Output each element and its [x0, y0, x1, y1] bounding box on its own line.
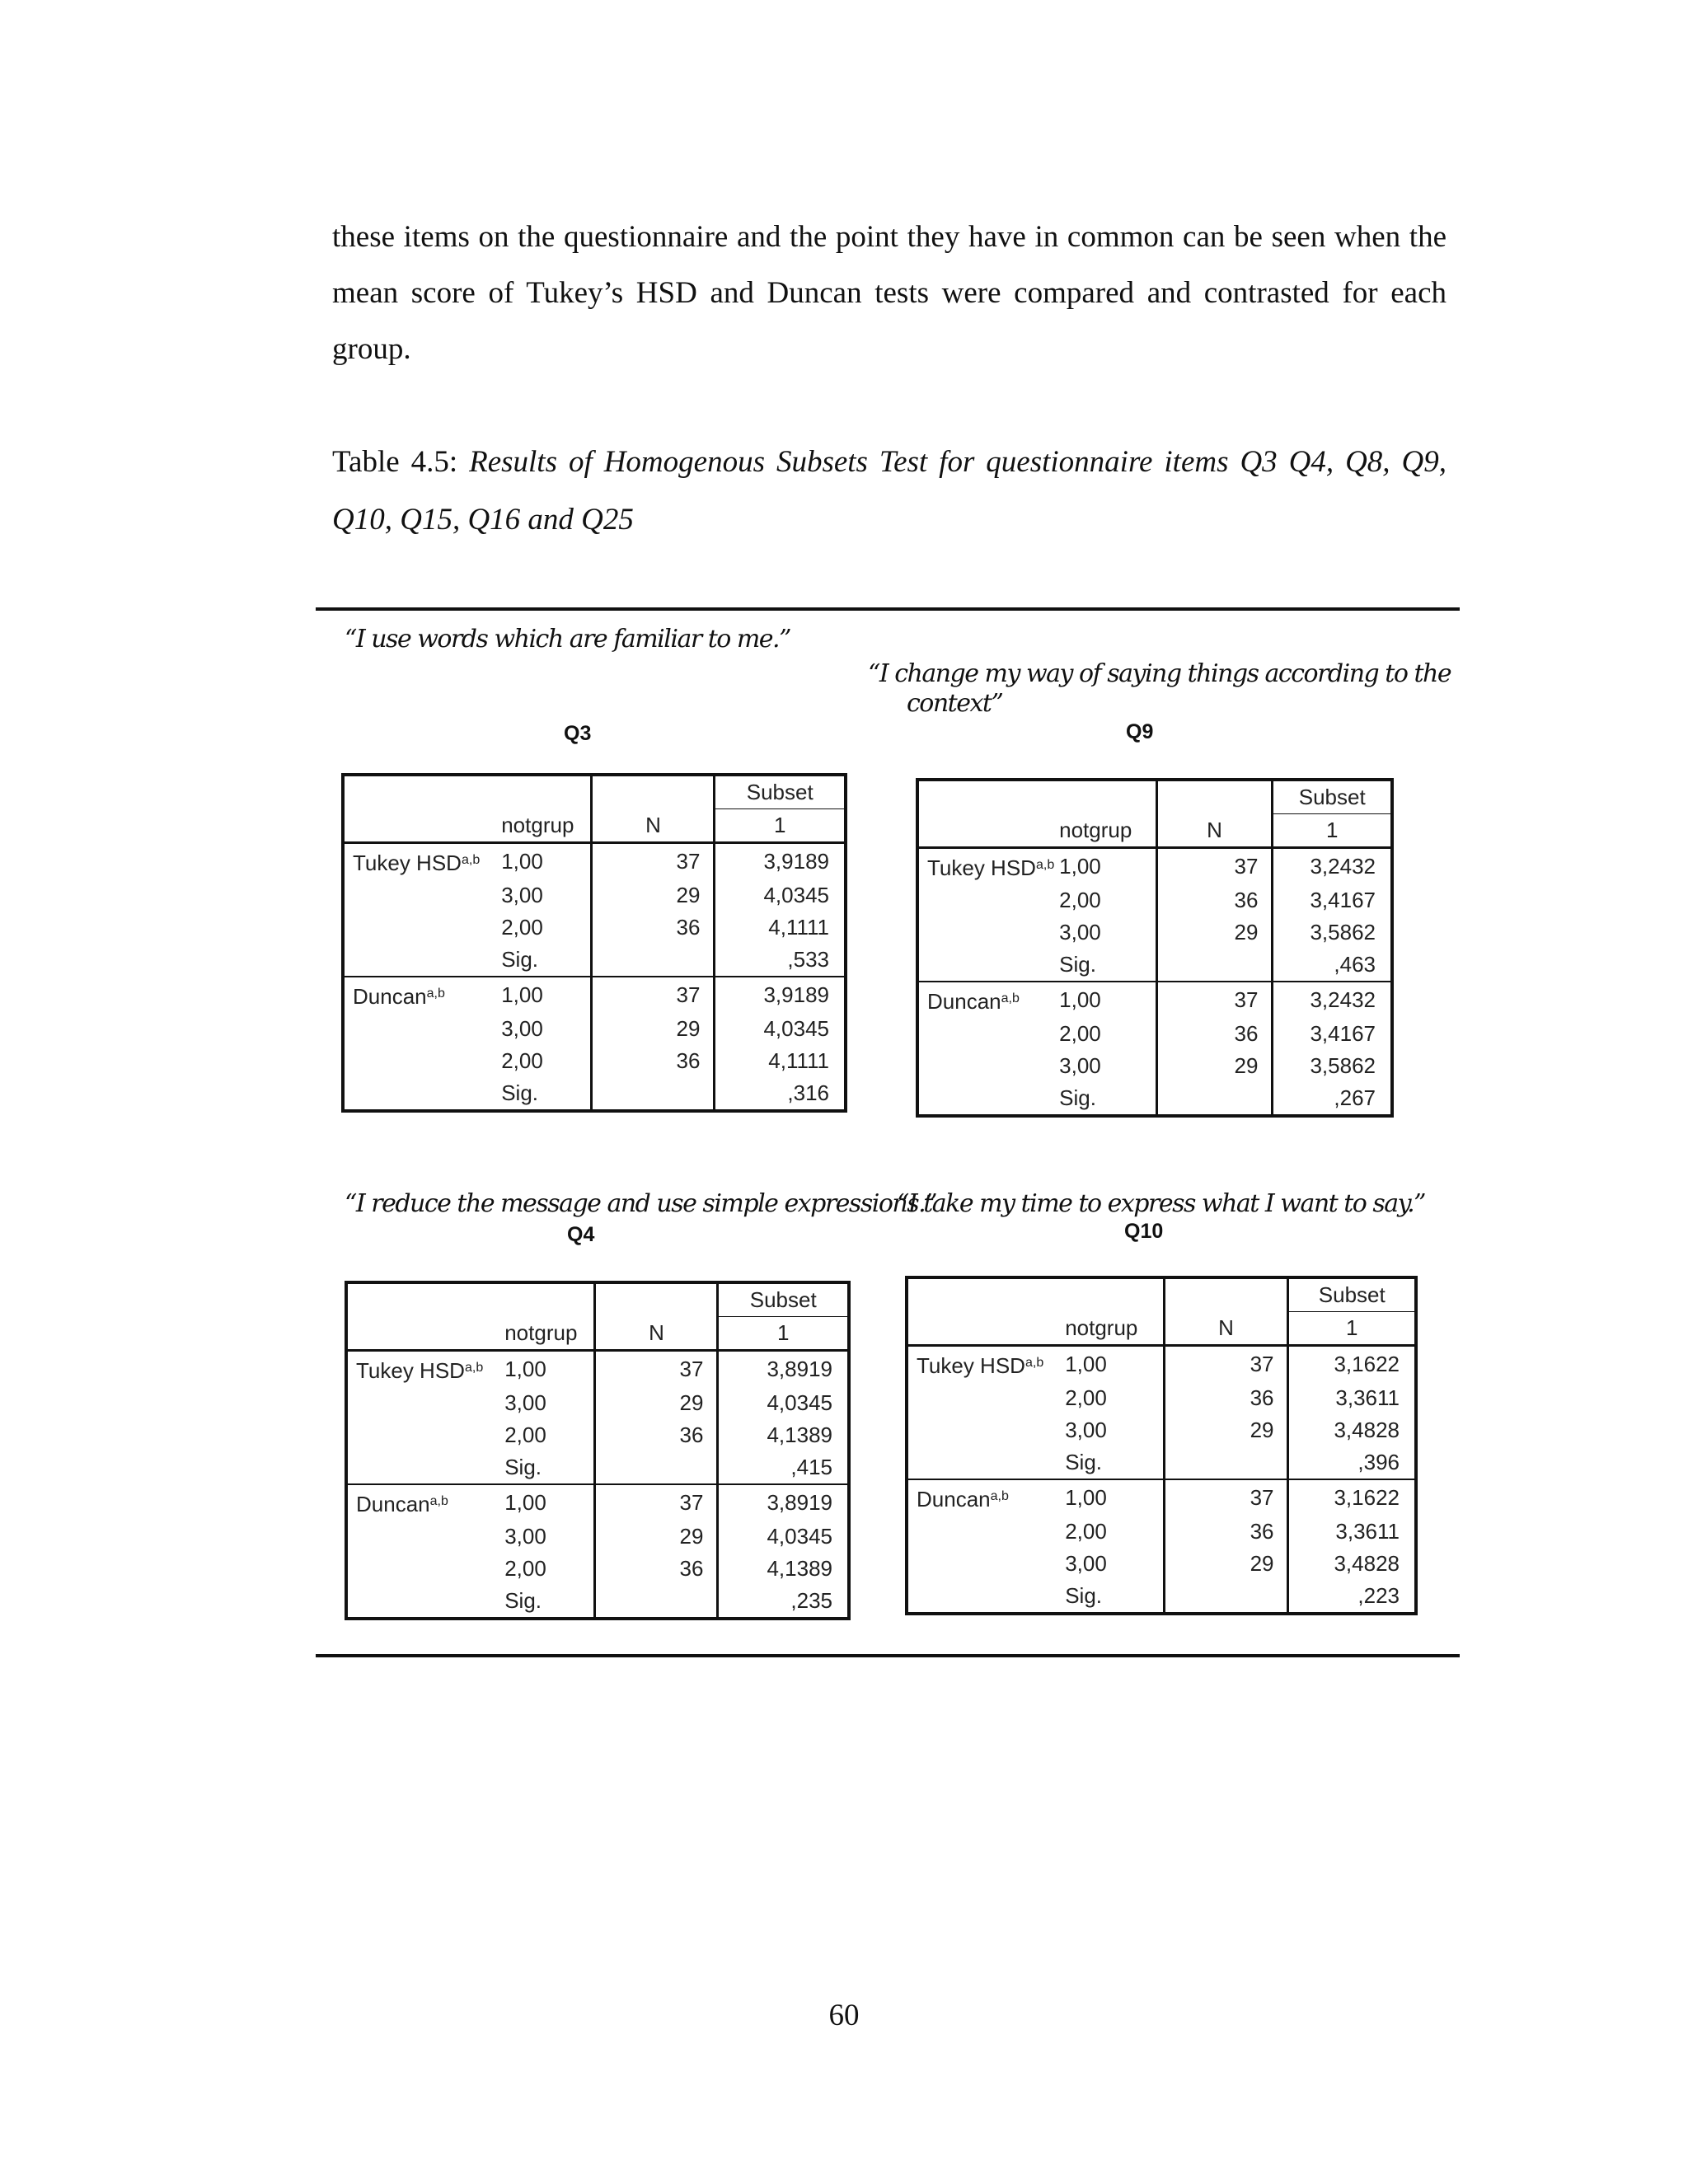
n-cell — [1156, 1082, 1273, 1116]
method-name: Duncan — [356, 1492, 430, 1516]
n-cell: 36 — [1156, 1018, 1273, 1050]
duncan-method-label — [346, 1484, 499, 1521]
n-cell: 29 — [1156, 1050, 1273, 1082]
table-row — [343, 1045, 846, 1077]
method-name: Duncan — [353, 984, 427, 1009]
group-cell: Sig. — [1065, 1450, 1103, 1474]
header-blank — [595, 1282, 718, 1317]
table-row — [346, 1451, 849, 1484]
subset-number-header: 1 — [715, 809, 846, 843]
table-row — [917, 916, 1392, 949]
subset-value-cell: 4,1389 — [718, 1419, 849, 1451]
subset-value-cell: 3,2432 — [1273, 982, 1392, 1018]
n-cell: 29 — [1164, 1548, 1288, 1580]
header-blank — [592, 775, 715, 809]
group-cell: Sig. — [501, 1080, 539, 1105]
subset-value-cell: 4,1111 — [715, 1045, 846, 1077]
method-cell — [343, 912, 496, 944]
subset-value-cell: 3,1622 — [1288, 1346, 1416, 1383]
method-superscript: a,b — [464, 1361, 484, 1375]
table-top-rule — [316, 607, 1460, 611]
duncan-method-label — [343, 977, 496, 1013]
method-cell — [907, 1580, 1060, 1614]
method-cell — [917, 949, 1054, 982]
subset-value-cell: 3,1622 — [1288, 1479, 1416, 1516]
method-cell — [346, 1387, 499, 1419]
table-row — [907, 1580, 1416, 1614]
n-cell: 37 — [595, 1484, 718, 1521]
subset-value-cell: 4,1389 — [718, 1553, 849, 1585]
table-row — [907, 1516, 1416, 1548]
subset-value-cell: 4,0345 — [715, 879, 846, 912]
n-cell: 37 — [1156, 982, 1273, 1018]
n-cell: 29 — [595, 1387, 718, 1419]
duncan-method-label — [917, 982, 1054, 1018]
body-paragraph: these items on the questionnaire and the point they have in common can be seen when the mean score of Tukey’s HSD and Duncan tests were compared and contrasted for each group. — [332, 220, 1447, 366]
n-header: N — [595, 1317, 718, 1351]
method-superscript: a,b — [426, 987, 445, 1001]
subset-value-cell: 3,4828 — [1288, 1414, 1416, 1446]
subset-value-cell: ,415 — [718, 1451, 849, 1484]
group-cell: 3,00 — [1065, 1418, 1107, 1442]
group-cell: 3,00 — [504, 1390, 546, 1415]
method-cell — [907, 1516, 1060, 1548]
n-cell: 36 — [1156, 884, 1273, 916]
header-blank — [346, 1317, 499, 1351]
subset-header: Subset — [715, 775, 846, 809]
table-row — [917, 1018, 1392, 1050]
group-header: notgrup — [1054, 814, 1156, 848]
method-name: Tukey HSD — [927, 855, 1036, 880]
table-row — [917, 848, 1392, 885]
group-cell: Sig. — [504, 1588, 542, 1613]
subset-value-cell: 3,3611 — [1288, 1516, 1416, 1548]
subset-value-cell: ,533 — [715, 944, 846, 977]
method-cell — [343, 879, 496, 912]
table-row — [343, 977, 846, 1013]
header-blank — [907, 1277, 1060, 1312]
group-cell: 2,00 — [504, 1422, 546, 1447]
n-cell: 36 — [592, 912, 715, 944]
n-cell: 29 — [592, 879, 715, 912]
n-cell: 37 — [592, 977, 715, 1013]
method-cell — [343, 1013, 496, 1045]
tukey-method-label — [917, 848, 1054, 885]
method-name: Tukey HSD — [353, 851, 462, 875]
group-cell: 3,00 — [1059, 1053, 1101, 1078]
subset-value-cell: 3,2432 — [1273, 848, 1392, 885]
table-row — [343, 1077, 846, 1111]
table-row — [346, 1553, 849, 1585]
table-row — [917, 982, 1392, 1018]
method-cell — [346, 1419, 499, 1451]
header-blank — [499, 1282, 595, 1317]
n-cell: 29 — [592, 1013, 715, 1045]
group-cell: 1,00 — [1060, 1479, 1164, 1516]
page-number: 60 — [828, 1999, 860, 2032]
group-cell: 1,00 — [499, 1484, 595, 1521]
q9-quote-line1: “I change my way of saying things according to the — [868, 659, 1451, 688]
q3-label: Q3 — [564, 722, 592, 745]
subset-value-cell: 3,5862 — [1273, 1050, 1392, 1082]
subset-number-header: 1 — [1273, 814, 1392, 848]
table-row — [907, 1414, 1416, 1446]
method-name: Duncan — [917, 1487, 991, 1511]
n-cell: 36 — [592, 1045, 715, 1077]
header-blank — [1164, 1277, 1288, 1312]
q9-quote-line2: context” — [907, 689, 1003, 718]
table-row — [346, 1351, 849, 1388]
subset-number-header: 1 — [1288, 1312, 1416, 1346]
header-blank — [1054, 780, 1156, 814]
subset-value-cell: 4,0345 — [718, 1387, 849, 1419]
n-cell — [592, 944, 715, 977]
n-header: N — [1156, 814, 1273, 848]
method-cell — [346, 1521, 499, 1553]
method-cell — [917, 884, 1054, 916]
n-cell: 37 — [592, 843, 715, 880]
n-cell — [595, 1585, 718, 1619]
group-cell: Sig. — [504, 1455, 542, 1479]
n-header: N — [1164, 1312, 1288, 1346]
tukey-method-label — [346, 1351, 499, 1388]
table-row — [907, 1479, 1416, 1516]
method-cell — [343, 1077, 496, 1111]
header-blank — [343, 809, 496, 843]
subset-value-cell: 4,1111 — [715, 912, 846, 944]
table-row — [346, 1387, 849, 1419]
caption-label: Table 4.5: — [332, 445, 470, 479]
header-blank — [346, 1282, 499, 1317]
method-cell — [343, 944, 496, 977]
group-cell: 3,00 — [1065, 1551, 1107, 1576]
q3-quote: “I use words which are familiar to me.” — [345, 625, 790, 654]
header-blank — [907, 1312, 1060, 1346]
method-name: Tukey HSD — [356, 1358, 465, 1383]
group-cell: 1,00 — [496, 977, 592, 1013]
subset-value-cell: 4,0345 — [718, 1521, 849, 1553]
method-superscript: a,b — [429, 1494, 448, 1508]
n-cell: 36 — [595, 1553, 718, 1585]
group-cell: 2,00 — [501, 1048, 543, 1073]
subset-value-cell: 3,4828 — [1288, 1548, 1416, 1580]
header-blank — [343, 775, 496, 809]
q4-label: Q4 — [567, 1223, 595, 1246]
n-cell — [592, 1077, 715, 1111]
q10-table — [905, 1276, 1418, 1615]
method-cell — [907, 1382, 1060, 1414]
method-name: Duncan — [927, 989, 1001, 1014]
method-superscript: a,b — [1025, 1356, 1044, 1370]
subset-number-header: 1 — [718, 1317, 849, 1351]
table-row — [346, 1484, 849, 1521]
subset-header: Subset — [1288, 1277, 1416, 1312]
table-row — [917, 1050, 1392, 1082]
table-bottom-rule — [316, 1654, 1460, 1657]
group-cell: 2,00 — [501, 915, 543, 940]
table-row — [346, 1419, 849, 1451]
q3-table — [341, 773, 847, 1113]
method-cell — [907, 1548, 1060, 1580]
table-row — [346, 1521, 849, 1553]
group-cell: 3,00 — [504, 1524, 546, 1549]
method-cell — [346, 1553, 499, 1585]
group-cell: 3,00 — [501, 1016, 543, 1041]
group-cell: 2,00 — [1059, 888, 1101, 912]
group-header: notgrup — [499, 1317, 595, 1351]
subset-value-cell: 3,9189 — [715, 843, 846, 880]
table-row — [917, 884, 1392, 916]
n-cell: 37 — [595, 1351, 718, 1388]
tukey-method-label — [343, 843, 496, 880]
group-header: notgrup — [1060, 1312, 1164, 1346]
subset-value-cell: ,267 — [1273, 1082, 1392, 1116]
method-superscript: a,b — [461, 853, 481, 867]
table-row — [907, 1446, 1416, 1479]
subset-value-cell: ,235 — [718, 1585, 849, 1619]
subset-value-cell: 3,5862 — [1273, 916, 1392, 949]
group-cell: 3,00 — [501, 883, 543, 907]
n-cell — [595, 1451, 718, 1484]
q4-table — [345, 1281, 851, 1620]
group-cell: 2,00 — [1065, 1519, 1107, 1544]
method-cell — [917, 916, 1054, 949]
header-blank — [1156, 780, 1273, 814]
table-row — [343, 879, 846, 912]
group-cell: Sig. — [1059, 1085, 1096, 1110]
header-blank — [917, 780, 1054, 814]
group-cell: 2,00 — [1065, 1385, 1107, 1410]
q9-label: Q9 — [1126, 720, 1154, 743]
n-cell: 36 — [595, 1419, 718, 1451]
method-superscript: a,b — [990, 1489, 1009, 1503]
group-cell: 1,00 — [1054, 982, 1156, 1018]
n-header: N — [592, 809, 715, 843]
n-cell: 36 — [1164, 1382, 1288, 1414]
n-cell: 37 — [1156, 848, 1273, 885]
subset-value-cell: 3,4167 — [1273, 884, 1392, 916]
method-cell — [917, 1050, 1054, 1082]
method-cell — [346, 1585, 499, 1619]
table-row — [346, 1585, 849, 1619]
table-caption — [332, 434, 1447, 549]
q10-label: Q10 — [1124, 1220, 1164, 1243]
n-cell — [1164, 1446, 1288, 1479]
method-superscript: a,b — [1001, 991, 1020, 1005]
group-cell: 1,00 — [1059, 854, 1101, 879]
q9-table — [916, 778, 1394, 1118]
n-cell: 29 — [1164, 1414, 1288, 1446]
subset-value-cell: ,396 — [1288, 1446, 1416, 1479]
subset-value-cell: 3,8919 — [718, 1351, 849, 1388]
subset-value-cell: 3,3611 — [1288, 1382, 1416, 1414]
method-cell — [346, 1451, 499, 1484]
subset-value-cell: ,223 — [1288, 1580, 1416, 1614]
n-cell: 37 — [1164, 1346, 1288, 1383]
method-cell — [907, 1414, 1060, 1446]
subset-value-cell: ,463 — [1273, 949, 1392, 982]
table-row — [343, 1013, 846, 1045]
group-cell: Sig. — [1065, 1583, 1103, 1608]
subset-value-cell: ,316 — [715, 1077, 846, 1111]
group-cell: 1,00 — [501, 849, 543, 874]
subset-value-cell: 3,8919 — [718, 1484, 849, 1521]
method-cell — [907, 1446, 1060, 1479]
n-cell: 29 — [1156, 916, 1273, 949]
group-cell: 2,00 — [1059, 1021, 1101, 1046]
group-cell: Sig. — [501, 947, 539, 972]
subset-value-cell: 3,4167 — [1273, 1018, 1392, 1050]
caption-title: Results of Homogenous Subsets Test for questionnaire items Q3 Q4, Q8, Q9, Q10, Q15, Q16 and Q25 — [332, 445, 1447, 537]
subset-value-cell: 3,9189 — [715, 977, 846, 1013]
header-blank — [917, 814, 1054, 848]
group-cell: 1,00 — [1065, 1352, 1107, 1376]
method-cell — [917, 1018, 1054, 1050]
header-blank — [496, 775, 592, 809]
table-row — [907, 1346, 1416, 1383]
table-row — [907, 1382, 1416, 1414]
header-blank — [1060, 1277, 1164, 1312]
group-cell: 1,00 — [504, 1357, 546, 1381]
duncan-method-label — [907, 1479, 1060, 1516]
method-cell — [343, 1045, 496, 1077]
n-cell: 36 — [1164, 1516, 1288, 1548]
q10-quote: “I take my time to express what I want to say.” — [897, 1189, 1426, 1218]
table-row — [917, 949, 1392, 982]
subset-header: Subset — [1273, 780, 1392, 814]
method-superscript: a,b — [1035, 858, 1055, 872]
table-row — [343, 912, 846, 944]
group-cell: 3,00 — [1059, 920, 1101, 944]
q4-quote: “I reduce the message and use simple expressions.” — [345, 1189, 936, 1218]
subset-header: Subset — [718, 1282, 849, 1317]
n-cell: 29 — [595, 1521, 718, 1553]
group-header: notgrup — [496, 809, 592, 843]
n-cell — [1164, 1580, 1288, 1614]
table-row — [343, 843, 846, 880]
n-cell — [1156, 949, 1273, 982]
table-row — [917, 1082, 1392, 1116]
table-row — [907, 1548, 1416, 1580]
group-cell: 2,00 — [504, 1556, 546, 1581]
method-cell — [917, 1082, 1054, 1116]
group-cell: Sig. — [1059, 952, 1096, 977]
n-cell: 37 — [1164, 1479, 1288, 1516]
tukey-method-label — [907, 1346, 1060, 1383]
table-row — [343, 944, 846, 977]
method-name: Tukey HSD — [917, 1353, 1025, 1378]
subset-value-cell: 4,0345 — [715, 1013, 846, 1045]
